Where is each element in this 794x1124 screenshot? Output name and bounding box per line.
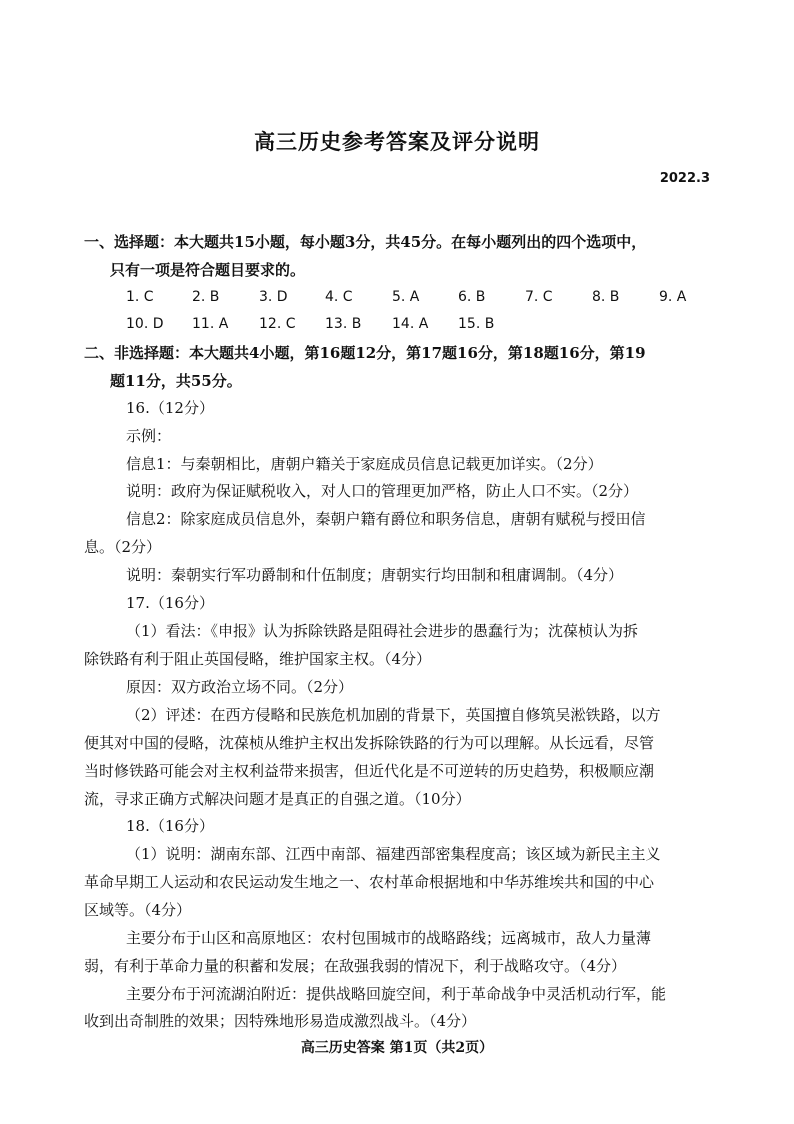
q16-info1: 信息1：与秦朝相比，唐朝户籍关于家庭成员信息记载更加详实。（2分） — [126, 455, 603, 473]
q17-part2-line2: 便其对中国的侵略，沈葆桢从维护主权出发拆除铁路的行为可以理解。从长远看，尽管 — [84, 734, 655, 752]
q17-part2-line3: 当时修铁路可能会对主权利益带来损害，但近代化是不可逆转的历史趋势，积极顺应潮 — [84, 762, 655, 780]
answer-5: 5. A — [392, 289, 420, 305]
answer-9: 9. A — [659, 289, 687, 305]
q18-part3-line2: 收到出奇制胜的效果；因特殊地形易造成激烈战斗。（4分） — [84, 1012, 477, 1030]
q17-part1: （1）看法：《申报》认为拆除铁路是阻碍社会进步的愚蠢行为；沈葆桢认为拆 — [126, 622, 639, 640]
q18-part2-line2: 弱，有利于革命力量的积蓄和发展；在敌强我弱的情况下，利于战略攻守。（4分） — [84, 957, 627, 975]
answer-14: 14. A — [392, 316, 429, 332]
section2-heading: 二、非选择题：本大题共4小题，第16题12分，第17题16分，第18题16分，第19 — [84, 344, 646, 362]
q18-part1-line3: 区域等。（4分） — [84, 901, 192, 919]
answer-12: 12. C — [259, 316, 296, 332]
q16-explain1: 说明：政府为保证赋税收入，对人口的管理更加严格，防止人口不实。（2分） — [126, 482, 639, 500]
answers-row-2 — [126, 314, 726, 335]
page-title: 高三历史参考答案及评分说明 — [254, 130, 540, 154]
section1-heading: 一、选择题：本大题共15小题，每小题3分，共45分。在每小题列出的四个选项中， — [84, 233, 647, 251]
q17-part2-line1: （2）评述：在西方侵略和民族危机加剧的背景下，英国擅自修筑吴淞铁路，以方 — [126, 706, 661, 724]
answer-7: 7. C — [525, 289, 553, 305]
answer-15: 15. B — [458, 316, 495, 332]
q16-example: 示例： — [126, 427, 172, 445]
answers-row-1 — [126, 287, 726, 308]
q17-reason: 原因：双方政治立场不同。（2分） — [126, 678, 354, 696]
page-footer: 高三历史答案 第1页（共2页） — [300, 1040, 494, 1056]
q18-part1-line2: 革命早期工人运动和农民运动发生地之一、农村革命根据地和中华苏维埃共和国的中心 — [84, 873, 655, 891]
answer-8: 8. B — [592, 289, 620, 305]
answer-10: 10. D — [126, 316, 164, 332]
q16-label: 16.（12分） — [126, 399, 214, 417]
answer-3: 3. D — [259, 289, 288, 305]
q16-explain2: 说明：秦朝实行军功爵制和什伍制度；唐朝实行均田制和租庸调制。（4分） — [126, 566, 624, 584]
q17-label: 17.（16分） — [126, 594, 214, 612]
answer-13: 13. B — [325, 316, 362, 332]
q17-part2-line4: 流，寻求正确方式解决问题才是真正的自强之道。（10分） — [84, 790, 471, 808]
answer-4: 4. C — [325, 289, 353, 305]
q18-part3-line1: 主要分布于河流湖泊附近：提供战略回旋空间，利于革命战争中灵活机动行军，能 — [126, 985, 667, 1003]
section2-heading-cont: 题11分，共55分。 — [110, 372, 242, 390]
answer-2: 2. B — [192, 289, 220, 305]
q16-info2-cont: 息。（2分） — [84, 538, 162, 556]
q17-part1-cont: 除铁路有利于阻止英国侵略，维护国家主权。（4分） — [84, 650, 432, 668]
exam-date: 2022.3 — [659, 171, 710, 186]
answer-6: 6. B — [458, 289, 486, 305]
q18-part1-line1: （1）说明：湖南东部、江西中南部、福建西部密集程度高；该区域为新民主主义 — [126, 845, 661, 863]
section1-heading-cont: 只有一项是符合题目要求的。 — [110, 261, 306, 279]
answer-1: 1. C — [126, 289, 154, 305]
answer-11: 11. A — [192, 316, 229, 332]
q18-part2-line1: 主要分布于山区和高原地区：农村包围城市的战略路线；远离城市，敌人力量薄 — [126, 929, 652, 947]
q18-label: 18.（16分） — [126, 817, 214, 835]
q16-info2: 信息2：除家庭成员信息外，秦朝户籍有爵位和职务信息，唐朝有赋税与授田信 — [126, 510, 646, 528]
